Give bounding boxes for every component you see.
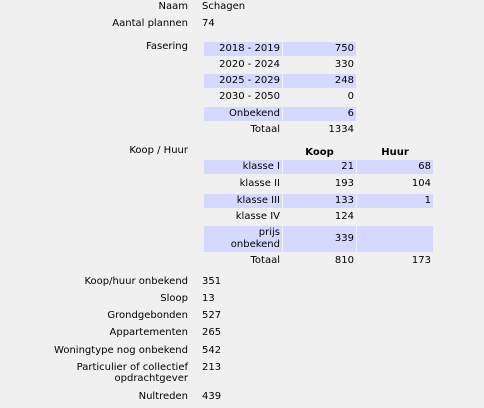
koophuur-total-label: Totaal	[250, 255, 280, 266]
fasering-period: 2025 - 2029	[204, 74, 282, 88]
huur-value	[357, 226, 433, 252]
fasering-period: 2030 - 2050	[219, 91, 280, 102]
stat-value: 13	[202, 293, 215, 304]
klasse-label-line: onbekend	[230, 239, 280, 250]
koop-value: 133	[283, 194, 356, 208]
fasering-label: Fasering	[146, 41, 188, 52]
stat-label-line: Particulier of collectief	[76, 362, 188, 373]
stat-label: Appartementen	[109, 327, 188, 338]
fasering-period: Onbekend	[204, 107, 282, 121]
stat-value: 213	[202, 362, 222, 373]
huur-header: Huur	[381, 147, 409, 158]
huur-value: 68	[357, 160, 433, 174]
stat-value: 542	[202, 345, 222, 356]
stat-label: Nultreden	[138, 391, 188, 402]
klasse-label: klasse II	[239, 178, 280, 189]
klasse-label-line: prijs	[258, 227, 280, 238]
naam-label: Naam	[158, 1, 188, 12]
stat-value: 439	[202, 391, 222, 402]
aantal-plannen-label: Aantal plannen	[112, 18, 188, 29]
stat-label: Woningtype nog onbekend	[54, 345, 188, 356]
fasering-period: 2018 - 2019	[204, 42, 282, 56]
fasering-value: 6	[283, 107, 356, 121]
naam-value: Schagen	[202, 1, 246, 12]
stat-value: 351	[202, 276, 222, 287]
klasse-label: klasse IV	[235, 211, 280, 222]
stat-label: Grondgebonden	[107, 310, 188, 321]
koop-value: 339	[283, 226, 356, 252]
klasse-label: klasse I	[204, 160, 282, 174]
aantal-plannen-value: 74	[202, 18, 215, 29]
fasering-total-value: 1334	[328, 124, 354, 135]
fasering-value: 330	[334, 59, 354, 70]
huur-value: 1	[357, 194, 433, 208]
koophuur-total-huur: 173	[411, 255, 431, 266]
stat-label	[77, 362, 188, 384]
fasering-total-label: Totaal	[250, 124, 280, 135]
koophuur-total-koop: 810	[334, 255, 354, 266]
koop-value: 21	[283, 160, 356, 174]
stat-label: Koop/huur onbekend	[84, 276, 188, 287]
klasse-label	[204, 226, 282, 252]
koop-value: 124	[334, 211, 354, 222]
koop-header: Koop	[305, 147, 334, 158]
fasering-period: 2020 - 2024	[219, 59, 280, 70]
huur-value: 104	[411, 178, 431, 189]
stat-value: 527	[202, 310, 222, 321]
stat-label-line: opdrachtgever	[114, 373, 188, 384]
fasering-value: 248	[283, 74, 356, 88]
klasse-label: klasse III	[204, 194, 282, 208]
stat-value: 265	[202, 327, 222, 338]
koophuur-label: Koop / Huur	[129, 145, 188, 156]
huur-value	[357, 210, 433, 224]
fasering-value: 0	[347, 91, 354, 102]
fasering-value: 750	[283, 42, 356, 56]
stat-label: Sloop	[160, 293, 188, 304]
koop-value: 193	[334, 178, 354, 189]
